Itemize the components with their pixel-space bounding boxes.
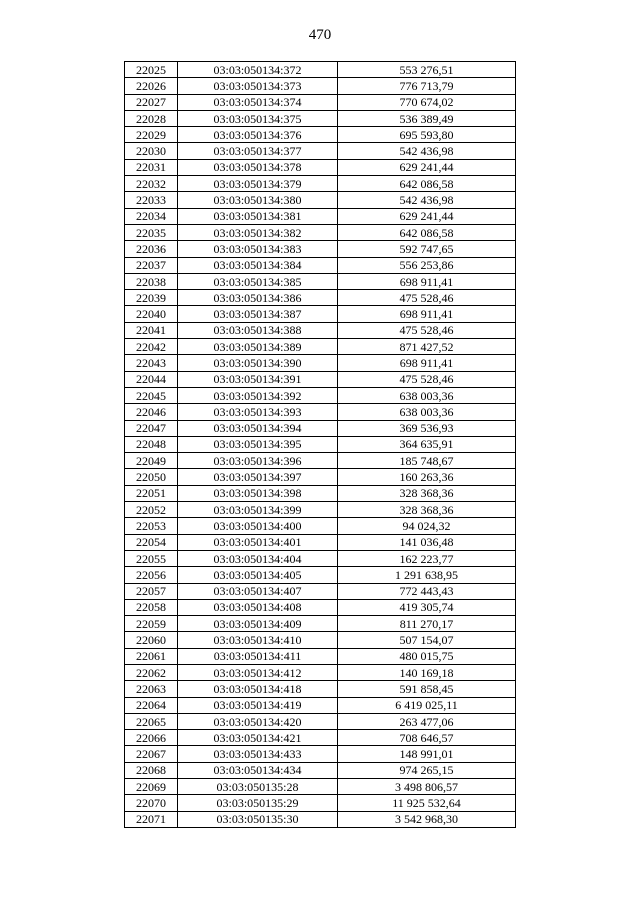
data-table xyxy=(124,61,516,828)
value-cell: 770 674,02 xyxy=(338,94,516,110)
cadastral-number-cell: 03:03:050134:400 xyxy=(178,518,338,534)
value-cell: 328 368,36 xyxy=(338,485,516,501)
cadastral-number-cell: 03:03:050134:408 xyxy=(178,599,338,615)
table-row xyxy=(125,550,516,566)
cadastral-number-cell: 03:03:050134:379 xyxy=(178,176,338,192)
table-row xyxy=(125,420,516,436)
value-cell: 629 241,44 xyxy=(338,159,516,175)
table-row xyxy=(125,648,516,664)
cadastral-number-cell: 03:03:050134:383 xyxy=(178,241,338,257)
cadastral-number-cell: 03:03:050134:398 xyxy=(178,485,338,501)
table-row xyxy=(125,469,516,485)
cadastral-number-cell: 03:03:050134:382 xyxy=(178,224,338,240)
cadastral-number-cell: 03:03:050134:404 xyxy=(178,550,338,566)
value-cell: 1 291 638,95 xyxy=(338,567,516,583)
row-number-cell: 22058 xyxy=(125,599,178,615)
cadastral-number-cell: 03:03:050134:391 xyxy=(178,371,338,387)
table-row xyxy=(125,664,516,680)
value-cell: 328 368,36 xyxy=(338,502,516,518)
table-row xyxy=(125,518,516,534)
value-cell: 556 253,86 xyxy=(338,257,516,273)
row-number-cell: 22047 xyxy=(125,420,178,436)
row-number-cell: 22040 xyxy=(125,306,178,322)
row-number-cell: 22069 xyxy=(125,779,178,795)
cadastral-number-cell: 03:03:050134:394 xyxy=(178,420,338,436)
row-number-cell: 22038 xyxy=(125,273,178,289)
row-number-cell: 22062 xyxy=(125,664,178,680)
cadastral-number-cell: 03:03:050135:30 xyxy=(178,811,338,827)
cadastral-number-cell: 03:03:050134:373 xyxy=(178,78,338,94)
row-number-cell: 22033 xyxy=(125,192,178,208)
table-row xyxy=(125,110,516,126)
cadastral-number-cell: 03:03:050134:433 xyxy=(178,746,338,762)
cadastral-number-cell: 03:03:050134:407 xyxy=(178,583,338,599)
table-row xyxy=(125,616,516,632)
row-number-cell: 22064 xyxy=(125,697,178,713)
row-number-cell: 22066 xyxy=(125,730,178,746)
value-cell: 642 086,58 xyxy=(338,224,516,240)
cadastral-number-cell: 03:03:050134:412 xyxy=(178,664,338,680)
value-cell: 695 593,80 xyxy=(338,127,516,143)
value-cell: 148 991,01 xyxy=(338,746,516,762)
table-body xyxy=(125,62,516,828)
value-cell: 3 542 968,30 xyxy=(338,811,516,827)
table-row xyxy=(125,143,516,159)
table-row xyxy=(125,713,516,729)
row-number-cell: 22048 xyxy=(125,436,178,452)
value-cell: 364 635,91 xyxy=(338,436,516,452)
value-cell: 475 528,46 xyxy=(338,322,516,338)
cadastral-number-cell: 03:03:050134:399 xyxy=(178,502,338,518)
cadastral-number-cell: 03:03:050134:421 xyxy=(178,730,338,746)
table-row xyxy=(125,78,516,94)
table-row xyxy=(125,746,516,762)
cadastral-number-cell: 03:03:050134:389 xyxy=(178,339,338,355)
cadastral-number-cell: 03:03:050134:397 xyxy=(178,469,338,485)
row-number-cell: 22046 xyxy=(125,404,178,420)
value-cell: 369 536,93 xyxy=(338,420,516,436)
value-cell: 629 241,44 xyxy=(338,208,516,224)
row-number-cell: 22034 xyxy=(125,208,178,224)
cadastral-number-cell: 03:03:050134:405 xyxy=(178,567,338,583)
cadastral-number-cell: 03:03:050134:372 xyxy=(178,62,338,78)
cadastral-number-cell: 03:03:050134:390 xyxy=(178,355,338,371)
row-number-cell: 22041 xyxy=(125,322,178,338)
row-number-cell: 22061 xyxy=(125,648,178,664)
value-cell: 708 646,57 xyxy=(338,730,516,746)
row-number-cell: 22026 xyxy=(125,78,178,94)
row-number-cell: 22039 xyxy=(125,290,178,306)
row-number-cell: 22029 xyxy=(125,127,178,143)
cadastral-number-cell: 03:03:050134:387 xyxy=(178,306,338,322)
table-row xyxy=(125,583,516,599)
value-cell: 475 528,46 xyxy=(338,290,516,306)
value-cell: 3 498 806,57 xyxy=(338,779,516,795)
table-row xyxy=(125,795,516,811)
row-number-cell: 22049 xyxy=(125,453,178,469)
value-cell: 507 154,07 xyxy=(338,632,516,648)
value-cell: 162 223,77 xyxy=(338,550,516,566)
table-row xyxy=(125,192,516,208)
value-cell: 776 713,79 xyxy=(338,78,516,94)
value-cell: 94 024,32 xyxy=(338,518,516,534)
cadastral-number-cell: 03:03:050134:395 xyxy=(178,436,338,452)
value-cell: 185 748,67 xyxy=(338,453,516,469)
table-row xyxy=(125,404,516,420)
value-cell: 642 086,58 xyxy=(338,176,516,192)
page-number: 470 xyxy=(308,27,332,43)
row-number-cell: 22052 xyxy=(125,502,178,518)
cadastral-number-cell: 03:03:050134:410 xyxy=(178,632,338,648)
table-row xyxy=(125,387,516,403)
value-cell: 480 015,75 xyxy=(338,648,516,664)
row-number-cell: 22030 xyxy=(125,143,178,159)
row-number-cell: 22042 xyxy=(125,339,178,355)
row-number-cell: 22035 xyxy=(125,224,178,240)
table-row xyxy=(125,290,516,306)
row-number-cell: 22071 xyxy=(125,811,178,827)
row-number-cell: 22063 xyxy=(125,681,178,697)
cadastral-number-cell: 03:03:050134:419 xyxy=(178,697,338,713)
cadastral-number-cell: 03:03:050134:418 xyxy=(178,681,338,697)
table-row xyxy=(125,697,516,713)
table-row xyxy=(125,436,516,452)
row-number-cell: 22043 xyxy=(125,355,178,371)
value-cell: 542 436,98 xyxy=(338,192,516,208)
value-cell: 698 911,41 xyxy=(338,306,516,322)
row-number-cell: 22060 xyxy=(125,632,178,648)
cadastral-number-cell: 03:03:050134:374 xyxy=(178,94,338,110)
value-cell: 141 036,48 xyxy=(338,534,516,550)
table-row xyxy=(125,811,516,827)
row-number-cell: 22050 xyxy=(125,469,178,485)
cadastral-number-cell: 03:03:050134:434 xyxy=(178,762,338,778)
row-number-cell: 22059 xyxy=(125,616,178,632)
table-row xyxy=(125,322,516,338)
table-row xyxy=(125,681,516,697)
row-number-cell: 22028 xyxy=(125,110,178,126)
cadastral-number-cell: 03:03:050134:376 xyxy=(178,127,338,143)
cadastral-number-cell: 03:03:050134:409 xyxy=(178,616,338,632)
table-row xyxy=(125,208,516,224)
cadastral-number-cell: 03:03:050134:380 xyxy=(178,192,338,208)
cadastral-number-cell: 03:03:050134:386 xyxy=(178,290,338,306)
value-cell: 591 858,45 xyxy=(338,681,516,697)
row-number-cell: 22036 xyxy=(125,241,178,257)
row-number-cell: 22037 xyxy=(125,257,178,273)
cadastral-number-cell: 03:03:050134:401 xyxy=(178,534,338,550)
row-number-cell: 22045 xyxy=(125,387,178,403)
row-number-cell: 22027 xyxy=(125,94,178,110)
table-row xyxy=(125,355,516,371)
table-row xyxy=(125,127,516,143)
table-row xyxy=(125,730,516,746)
row-number-cell: 22070 xyxy=(125,795,178,811)
table-row xyxy=(125,273,516,289)
row-number-cell: 22065 xyxy=(125,713,178,729)
table-row xyxy=(125,159,516,175)
table-row xyxy=(125,62,516,78)
cadastral-number-cell: 03:03:050134:378 xyxy=(178,159,338,175)
table-row xyxy=(125,241,516,257)
cadastral-number-cell: 03:03:050134:384 xyxy=(178,257,338,273)
cadastral-number-cell: 03:03:050134:377 xyxy=(178,143,338,159)
table-row xyxy=(125,176,516,192)
cadastral-number-cell: 03:03:050134:375 xyxy=(178,110,338,126)
row-number-cell: 22054 xyxy=(125,534,178,550)
cadastral-number-cell: 03:03:050134:388 xyxy=(178,322,338,338)
table-row xyxy=(125,453,516,469)
cadastral-number-cell: 03:03:050134:411 xyxy=(178,648,338,664)
row-number-cell: 22068 xyxy=(125,762,178,778)
cadastral-number-cell: 03:03:050134:381 xyxy=(178,208,338,224)
value-cell: 638 003,36 xyxy=(338,404,516,420)
table-row xyxy=(125,762,516,778)
value-cell: 592 747,65 xyxy=(338,241,516,257)
value-cell: 140 169,18 xyxy=(338,664,516,680)
value-cell: 475 528,46 xyxy=(338,371,516,387)
row-number-cell: 22044 xyxy=(125,371,178,387)
table-row xyxy=(125,632,516,648)
cadastral-number-cell: 03:03:050134:392 xyxy=(178,387,338,403)
table-row xyxy=(125,502,516,518)
table-row xyxy=(125,94,516,110)
table-row xyxy=(125,779,516,795)
cadastral-number-cell: 03:03:050135:29 xyxy=(178,795,338,811)
cadastral-number-cell: 03:03:050134:393 xyxy=(178,404,338,420)
value-cell: 698 911,41 xyxy=(338,273,516,289)
value-cell: 811 270,17 xyxy=(338,616,516,632)
row-number-cell: 22031 xyxy=(125,159,178,175)
table-row xyxy=(125,306,516,322)
table-row xyxy=(125,224,516,240)
value-cell: 6 419 025,11 xyxy=(338,697,516,713)
table-row xyxy=(125,485,516,501)
table-row xyxy=(125,371,516,387)
cadastral-number-cell: 03:03:050134:420 xyxy=(178,713,338,729)
row-number-cell: 22051 xyxy=(125,485,178,501)
table-row xyxy=(125,567,516,583)
value-cell: 638 003,36 xyxy=(338,387,516,403)
table-row xyxy=(125,257,516,273)
table-row xyxy=(125,599,516,615)
value-cell: 263 477,06 xyxy=(338,713,516,729)
row-number-cell: 22053 xyxy=(125,518,178,534)
value-cell: 542 436,98 xyxy=(338,143,516,159)
value-cell: 772 443,43 xyxy=(338,583,516,599)
table-row xyxy=(125,534,516,550)
table-row xyxy=(125,339,516,355)
value-cell: 871 427,52 xyxy=(338,339,516,355)
cadastral-number-cell: 03:03:050135:28 xyxy=(178,779,338,795)
row-number-cell: 22025 xyxy=(125,62,178,78)
cadastral-number-cell: 03:03:050134:396 xyxy=(178,453,338,469)
row-number-cell: 22055 xyxy=(125,550,178,566)
value-cell: 698 911,41 xyxy=(338,355,516,371)
row-number-cell: 22056 xyxy=(125,567,178,583)
value-cell: 974 265,15 xyxy=(338,762,516,778)
value-cell: 553 276,51 xyxy=(338,62,516,78)
row-number-cell: 22032 xyxy=(125,176,178,192)
row-number-cell: 22057 xyxy=(125,583,178,599)
value-cell: 419 305,74 xyxy=(338,599,516,615)
value-cell: 11 925 532,64 xyxy=(338,795,516,811)
cadastral-number-cell: 03:03:050134:385 xyxy=(178,273,338,289)
value-cell: 536 389,49 xyxy=(338,110,516,126)
row-number-cell: 22067 xyxy=(125,746,178,762)
value-cell: 160 263,36 xyxy=(338,469,516,485)
